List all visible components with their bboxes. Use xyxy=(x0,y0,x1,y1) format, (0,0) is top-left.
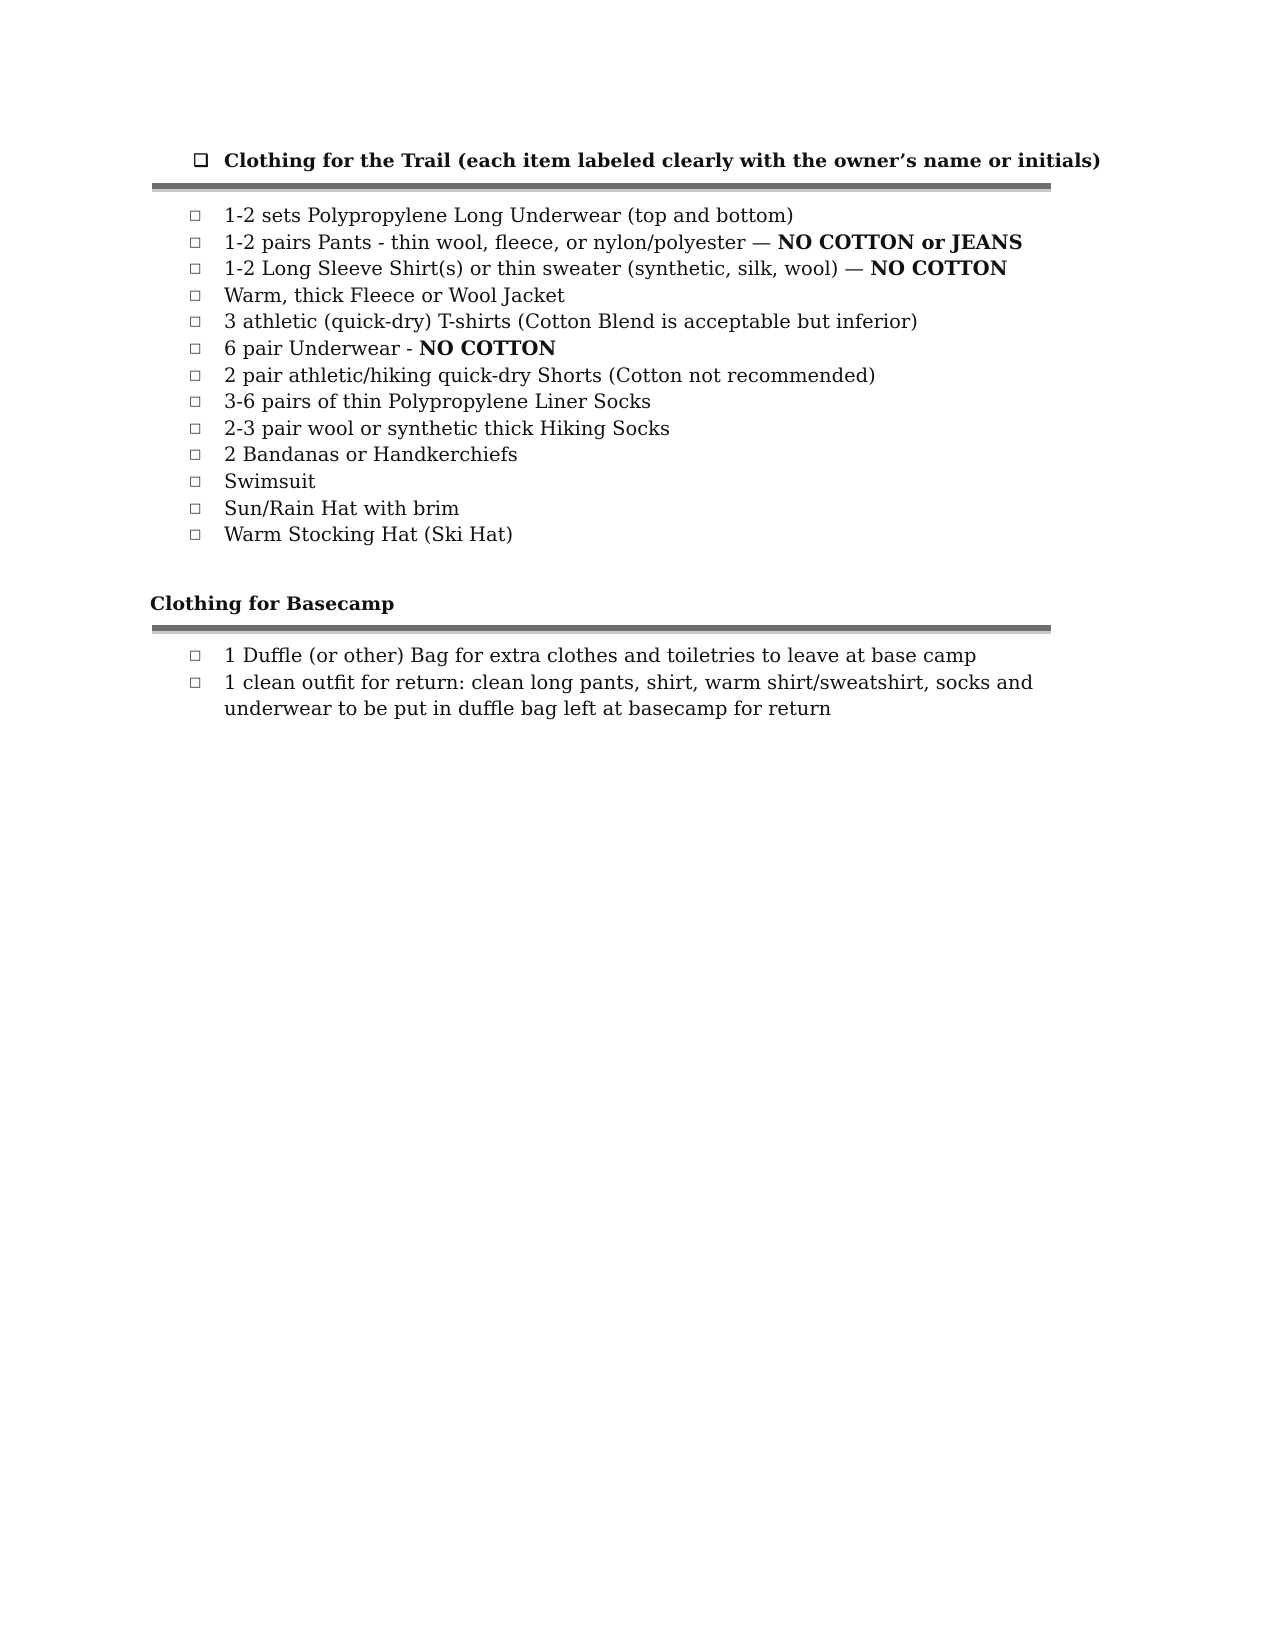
item-text: Warm, thick Fleece or Wool Jacket xyxy=(224,283,565,307)
item-text: 2-3 pair wool or synthetic thick Hiking Socks xyxy=(224,416,670,440)
checkbox-icon[interactable]: □ xyxy=(189,261,202,277)
basecamp-heading: Clothing for Basecamp xyxy=(150,593,395,615)
item-text: 1-2 pairs Pants - thin wool, fleece, or nylon/polyester — xyxy=(224,230,778,254)
trail-list-item xyxy=(0,336,1275,363)
checkbox-icon[interactable]: □ xyxy=(189,648,202,663)
checkbox-icon[interactable]: □ xyxy=(189,367,202,383)
trail-divider xyxy=(152,183,1051,192)
trail-list-item xyxy=(0,203,1275,230)
item-text: Sun/Rain Hat with brim xyxy=(224,496,460,520)
item-text: 6 pair Underwear - xyxy=(224,336,419,360)
trail-heading: Clothing for the Trail (each item labeled clearly with the owner’s name or initials) xyxy=(224,150,1102,172)
trail-list-item xyxy=(0,283,1275,310)
item-text: 2 pair athletic/hiking quick-dry Shorts (Cotton not recommended) xyxy=(224,363,876,387)
item-emphasis: NO COTTON or JEANS xyxy=(777,230,1023,254)
item-text: 2 Bandanas or Handkerchiefs xyxy=(224,443,518,467)
item-text: 3 athletic (quick-dry) T-shirts (Cotton Blend is acceptable but inferior) xyxy=(224,310,918,334)
trail-heading-row xyxy=(150,148,1101,174)
trail-item-list xyxy=(0,203,1275,549)
trail-list-item xyxy=(0,469,1275,496)
trail-list-item xyxy=(0,256,1275,283)
trail-list-item xyxy=(0,363,1275,390)
item-text: Warm Stocking Hat (Ski Hat) xyxy=(224,523,514,547)
trail-list-item xyxy=(0,389,1275,416)
item-text: 1-2 sets Polypropylene Long Underwear (top and bottom) xyxy=(224,204,794,227)
basecamp-list-item xyxy=(0,643,1275,670)
checkbox-icon[interactable]: □ xyxy=(189,447,202,463)
item-text: 1 Duffle (or other) Bag for extra clothes and toiletries to leave at base camp xyxy=(224,644,977,667)
checkbox-icon[interactable]: □ xyxy=(189,208,202,223)
checkbox-icon[interactable]: □ xyxy=(189,674,202,690)
checkbox-icon[interactable]: □ xyxy=(189,287,202,303)
checkbox-icon[interactable]: □ xyxy=(189,234,202,250)
trail-list-item xyxy=(0,230,1275,257)
item-text: Swimsuit xyxy=(224,469,316,493)
item-emphasis: NO COTTON xyxy=(870,257,1008,281)
checkbox-icon[interactable]: □ xyxy=(189,473,202,489)
trail-list-item xyxy=(0,416,1275,443)
trail-list-item xyxy=(0,309,1275,336)
item-text: 1 clean outfit for return: clean long pants, shirt, warm shirt/sweatshirt, socks and underwear to be put in duffle bag left at basecamp for return xyxy=(224,670,1034,721)
item-emphasis: NO COTTON xyxy=(418,336,557,360)
checkbox-icon[interactable]: □ xyxy=(189,394,202,410)
checkbox-icon[interactable]: □ xyxy=(189,420,202,436)
checkbox-icon[interactable]: □ xyxy=(189,340,202,356)
basecamp-list-item xyxy=(0,670,1124,723)
checkbox-icon[interactable]: □ xyxy=(189,500,202,516)
basecamp-item-list xyxy=(0,643,1275,723)
basecamp-divider xyxy=(152,625,1051,634)
trail-list-item xyxy=(0,442,1275,469)
trail-list-item xyxy=(0,496,1275,523)
checkbox-icon[interactable]: ❑ xyxy=(193,151,209,171)
item-text: 3-6 pairs of thin Polypropylene Liner Socks xyxy=(224,390,652,414)
trail-list-item xyxy=(0,522,1275,549)
checkbox-icon[interactable]: □ xyxy=(189,314,202,330)
checkbox-icon[interactable]: □ xyxy=(189,527,202,543)
item-text: 1-2 Long Sleeve Shirt(s) or thin sweater (synthetic, silk, wool) — xyxy=(224,257,871,281)
